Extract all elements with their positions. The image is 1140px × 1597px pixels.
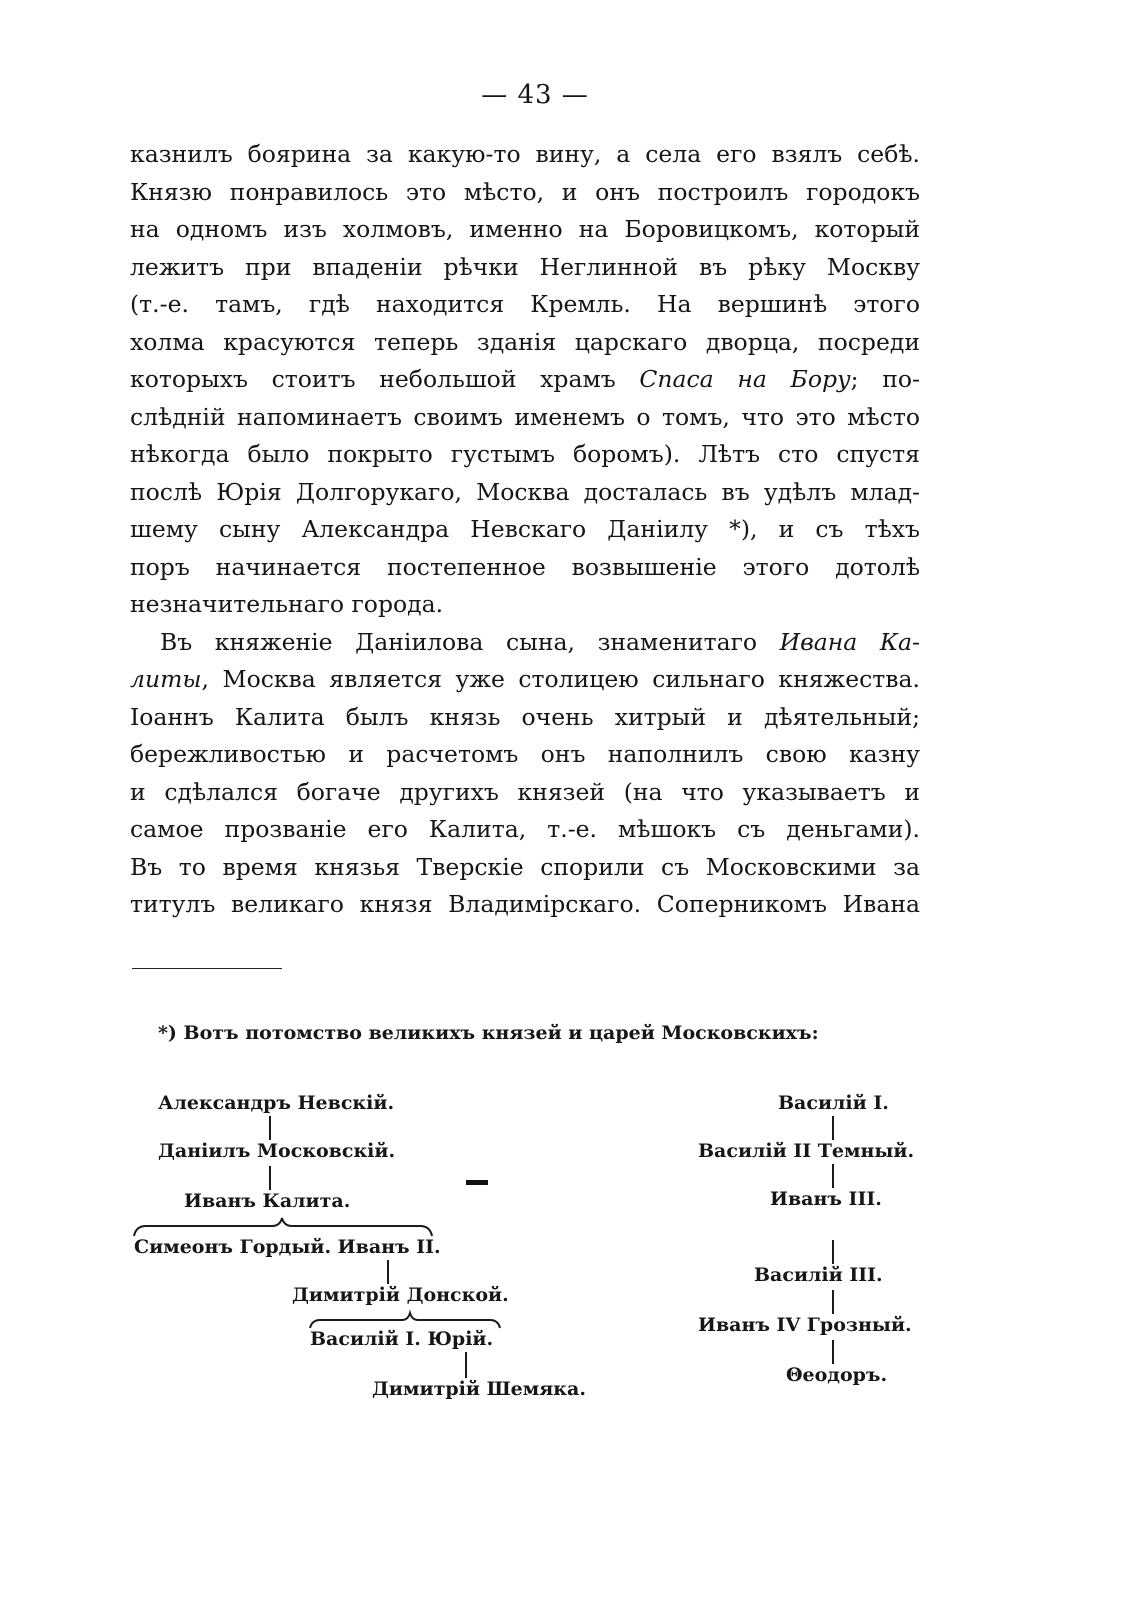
- tree-name-simeon-ivan: Симеонъ Гордый. Иванъ II.: [134, 1236, 441, 1258]
- tree-name-ivan-kalita: Иванъ Калита.: [184, 1190, 351, 1212]
- text-line: Іоаннъ Калита былъ князь очень хитрый и дѣятельный;: [130, 702, 920, 731]
- text-line: холма красуются теперь зданія царскаго дворца, посреди: [130, 327, 920, 356]
- brace-simeon-ivan: [134, 1218, 432, 1236]
- text-segment: которыхъ стоитъ небольшой храмъ: [130, 365, 640, 393]
- text-line: бережливостью и расчетомъ онъ наполнилъ свою казну: [130, 740, 920, 768]
- tree-name-ivan-3: Иванъ III.: [770, 1188, 882, 1210]
- text-line: (т.-е. тамъ, гдѣ находится Кремль. На вершинѣ этого: [130, 290, 920, 318]
- tree-name-daniil: Даніилъ Московскій.: [158, 1140, 396, 1162]
- text-line: лежитъ при впаденіи рѣчки Неглинной въ рѣку Москву: [130, 252, 920, 281]
- text-line: поръ начинается постепенное возвышеніе этого дотолѣ: [130, 552, 920, 581]
- italic-phrase: литы: [130, 665, 202, 693]
- tree-name-ivan-4: Иванъ IV Грозный.: [698, 1314, 912, 1336]
- italic-phrase: Ивана Ка-: [779, 627, 920, 656]
- text-line: нѣкогда было покрыто густымъ боромъ). Лѣтъ сто спустя: [130, 440, 920, 468]
- text-segment: Въ княженіе Даніилова сына, знаменитаго: [160, 627, 780, 656]
- tree-name-dmitry-shemyaka: Димитрій Шемяка.: [372, 1378, 586, 1400]
- tree-name-alexander: Александръ Невскій.: [158, 1092, 395, 1114]
- text-line: казнилъ боярина за какую-то вину, а села его взялъ себѣ.: [130, 140, 920, 168]
- italic-phrase: Спаса на Бору: [639, 365, 851, 393]
- text-line: самое прозваніе его Калита, т.-е. мѣшокъ съ деньгами).: [130, 815, 920, 843]
- tree-name-vasily-1: Василій I.: [778, 1092, 889, 1114]
- text-line: Князю понравилось это мѣсто, и онъ построилъ городокъ: [130, 177, 920, 206]
- text-line: послѣ Юрія Долгорукаго, Москва досталась въ удѣлъ млад-: [130, 477, 920, 506]
- ink-mark: [466, 1180, 488, 1185]
- text-segment: ; по-: [850, 365, 920, 393]
- text-line: шему сыну Александра Невскаго Даніилу *), и съ тѣхъ: [130, 515, 920, 543]
- tree-name-vasily-3: Василій III.: [754, 1264, 883, 1286]
- footnote-intro: *) Вотъ потомство великихъ князей и царей Московскихъ:: [158, 1022, 819, 1044]
- text-line: на одномъ изъ холмовъ, именно на Боровицкомъ, который: [130, 215, 920, 243]
- page-number: — 43 —: [481, 80, 589, 110]
- text-segment: , Москва является уже столицею сильнаго княжества.: [201, 665, 920, 693]
- tree-name-vasily-2: Василій II Темный.: [698, 1140, 915, 1162]
- text-line: слѣдній напоминаетъ своимъ именемъ о томъ, что это мѣсто: [130, 402, 920, 431]
- text-line: титулъ великаго князя Владимірскаго. Соперникомъ Ивана: [130, 890, 920, 918]
- text-line: незначительнаго города.: [130, 590, 444, 618]
- text-line: и сдѣлался богаче другихъ князей (на что указываетъ и: [130, 777, 920, 806]
- text-line: Въ то время князья Тверскіе спорили съ Московскими за: [130, 852, 920, 881]
- tree-name-vasily-yury: Василій I. Юрій.: [310, 1328, 494, 1350]
- brace-vasily-yury: [310, 1313, 500, 1328]
- tree-name-feodor: Θеодоръ.: [786, 1364, 888, 1386]
- tree-name-dmitry-donskoy: Димитрій Донской.: [292, 1284, 509, 1306]
